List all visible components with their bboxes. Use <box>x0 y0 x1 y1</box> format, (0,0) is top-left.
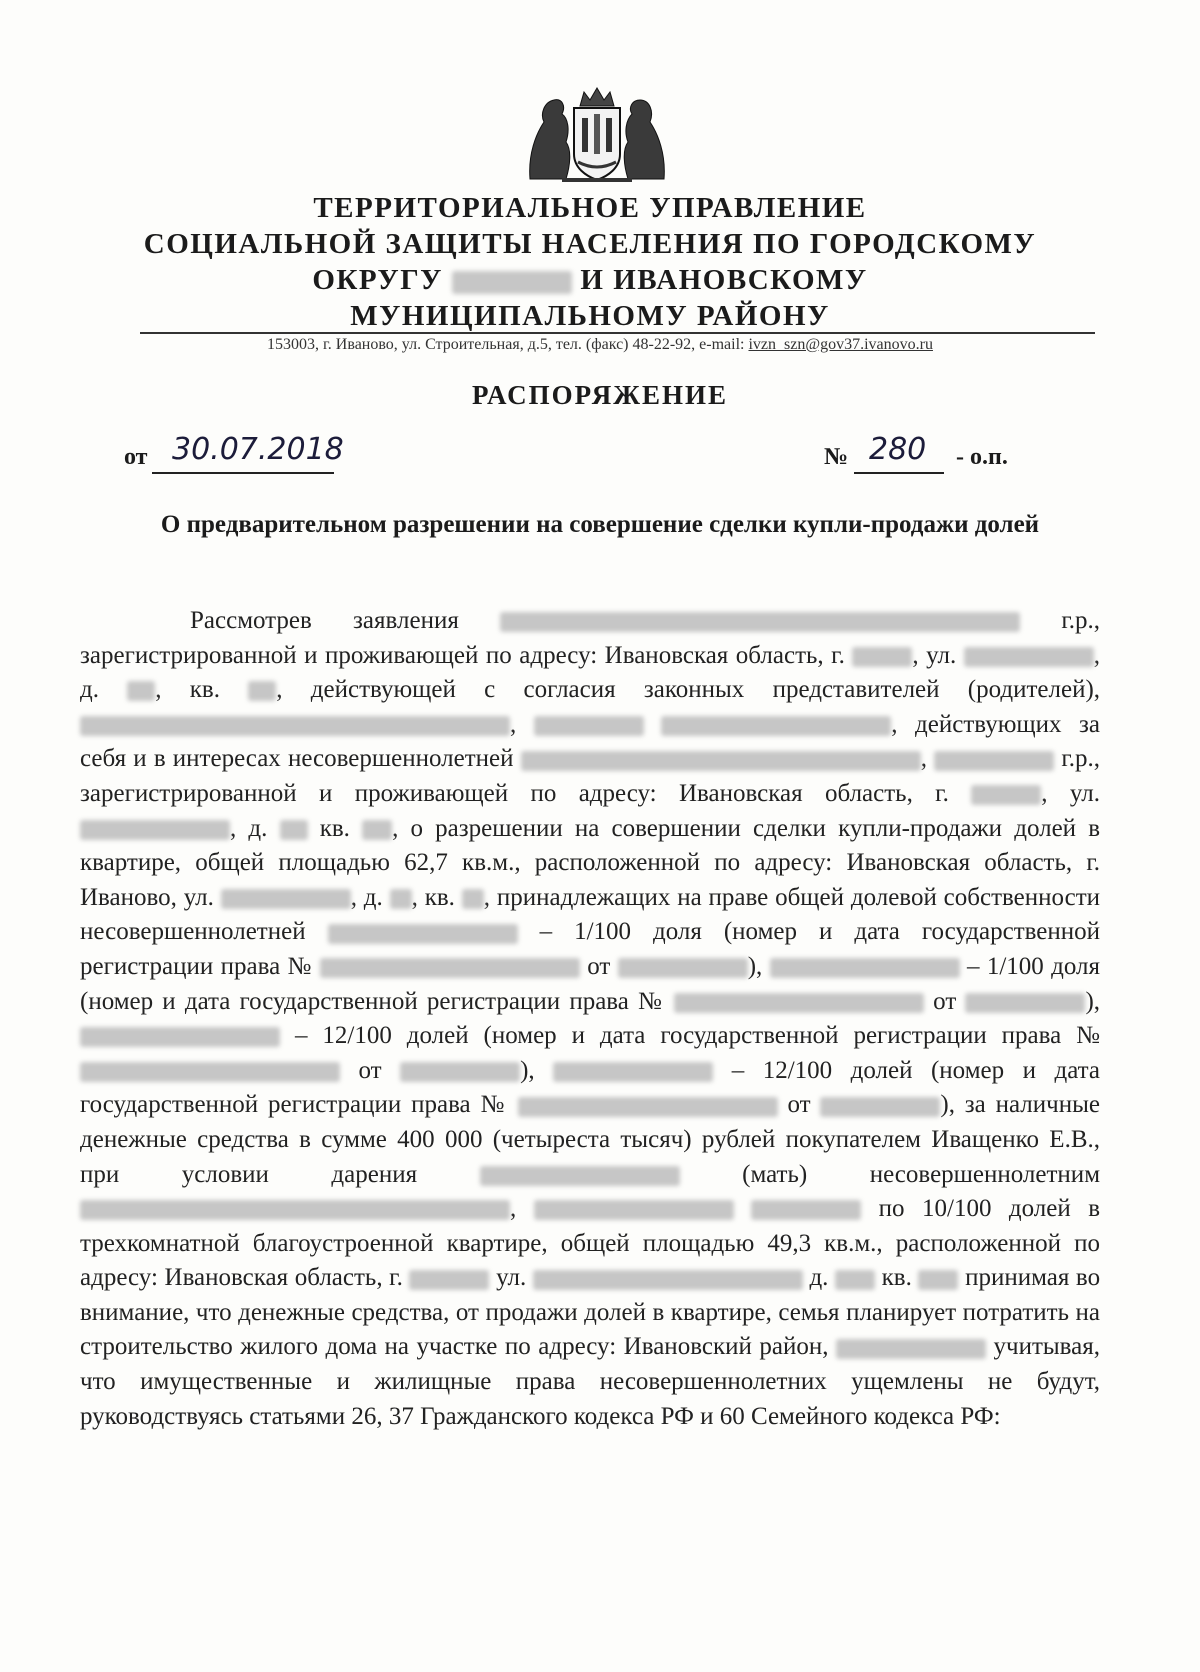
redacted-house <box>390 889 412 909</box>
number-underline <box>854 472 944 474</box>
body-text-part: кв. <box>319 814 350 842</box>
agency-address: 153003, г. Иваново, ул. Строительная, д.5, тел. (факс) 48-22-92, e-mail: <box>267 336 745 353</box>
body-text-part: – 1/100 доля (номер и дата государственной регистрации права № <box>80 918 1101 980</box>
redacted-minor-name <box>521 751 921 771</box>
body-text-part: , действующей с согласия законных представителей (родителей), <box>276 676 1101 704</box>
redacted-owner-name <box>553 1062 713 1082</box>
body-text-part: , <box>920 745 927 773</box>
body-text-part: , принадлежащих на праве общей долевой собственности несовершеннолетней <box>80 883 1101 946</box>
redacted-house <box>835 1270 875 1290</box>
body-text-part: от <box>787 1091 811 1119</box>
order-date-number-row <box>124 432 1084 478</box>
body-text-part: , д. <box>80 641 1101 704</box>
redacted-city <box>452 271 572 294</box>
body-text-part: , о разрешении на совершении сделки купли-продажи долей в квартире, общей площадью 62,7 кв.м., расположенной по адресу: Ивановская область, г. Иваново, ул. <box>80 814 1101 911</box>
document-subject: О предварительном разрешении на совершение сделки купли-продажи долей <box>160 511 1040 538</box>
body-text-part: от <box>933 987 957 1015</box>
redacted-street <box>221 889 351 909</box>
redacted-apartment <box>918 1270 958 1290</box>
agency-name-line1: ТЕРРИТОРИАЛЬНОЕ УПРАВЛЕНИЕ <box>313 192 867 224</box>
redacted-owner-name <box>328 924 518 944</box>
redacted-village <box>836 1339 986 1359</box>
body-text-part: , кв. <box>155 676 220 704</box>
body-text-part: (мать) несовершеннолетним <box>742 1160 1101 1188</box>
redacted-registration-date <box>965 993 1085 1013</box>
redacted-minor-name <box>80 1200 510 1220</box>
number-label: № <box>824 444 849 470</box>
agency-name-line2: СОЦИАЛЬНОЙ ЗАЩИТЫ НАСЕЛЕНИЯ ПО ГОРОДСКОМУ <box>143 228 1037 260</box>
agency-name-line3 <box>110 262 1070 298</box>
agency-name <box>110 190 1070 334</box>
redacted-minor-name <box>534 1200 734 1220</box>
redacted-house <box>127 681 155 701</box>
redacted-city <box>409 1270 489 1290</box>
agency-name-line4: МУНИЦИПАЛЬНОМУ РАЙОНУ <box>350 300 830 332</box>
body-text-part: г.р., зарегистрированной и проживающей по адресу: Ивановская область, г. <box>80 745 1100 807</box>
body-text-part: учитывая, что имущественные и жилищные права несовершеннолетних ущемлены не будут, руководствуясь статьями 26, 37 Гражданского кодекса РФ и 60 Семейного кодекса РФ: <box>80 1333 1100 1430</box>
document-type: РАСПОРЯЖЕНИЕ <box>471 380 729 410</box>
body-text-part: г.р., зарегистрированной и проживающей по адресу: Ивановская область, г. <box>80 607 1101 669</box>
redacted-city <box>971 785 1041 805</box>
body-text-part: Рассмотрев заявления <box>190 607 459 634</box>
body-text-part: , <box>510 710 517 738</box>
redacted-applicant-name <box>500 612 1020 632</box>
body-text-part: принимая во внимание, что денежные средства, от продажи долей в квартире, семья планирует потратить на строительство жилого дома на участке по адресу: Ивановский район, <box>80 1264 1101 1361</box>
redacted-street <box>80 820 230 840</box>
body-text-part: – 12/100 долей (номер и дата государственной регистрации права № <box>80 1056 1100 1119</box>
redacted-house <box>280 820 308 840</box>
body-text-part: , кв. <box>411 883 455 911</box>
redacted-city <box>852 647 912 667</box>
body-text-part: кв. <box>881 1264 912 1292</box>
agency-name-line3-start: ОКРУГУ <box>312 264 443 296</box>
redacted-minor-name <box>751 1200 861 1220</box>
redacted-registration-number <box>320 958 580 978</box>
date-label: от <box>124 444 148 470</box>
coat-of-arms-emblem <box>522 84 672 184</box>
redacted-owner-name <box>770 958 960 978</box>
body-text-part: – 1/100 доля (номер и дата государственной регистрации права № <box>80 952 1101 1015</box>
redacted-registration-number <box>518 1097 778 1117</box>
handwritten-number: 280 <box>869 432 927 467</box>
body-text-part: , <box>510 1195 517 1223</box>
redacted-apartment <box>362 820 392 840</box>
body-text-part: ), <box>520 1056 535 1084</box>
redacted-street <box>964 647 1094 667</box>
date-underline <box>152 472 334 474</box>
body-text-part: , действующих за себя и в интересах несовершеннолетней <box>80 710 1100 773</box>
redacted-birth-date <box>934 751 1054 771</box>
body-text-part: ), <box>1085 987 1101 1015</box>
redacted-registration-date <box>400 1062 520 1082</box>
body-text-part: от <box>587 952 611 980</box>
body-text-part: , д. <box>350 883 383 911</box>
redacted-mother-name <box>480 1166 680 1186</box>
redacted-parent-name <box>80 716 510 736</box>
agency-contact-line <box>100 334 1100 356</box>
body-text-part: ул. <box>496 1264 527 1292</box>
redacted-registration-number <box>674 993 924 1013</box>
redacted-parent-name <box>534 716 644 736</box>
handwritten-date: 30.07.2018 <box>172 432 344 467</box>
body-text-part: , д. <box>230 814 268 842</box>
agency-name-line3-end: И ИВАНОВСКОМУ <box>580 264 868 296</box>
body-text-part: д. <box>809 1264 829 1292</box>
redacted-registration-date <box>820 1097 940 1117</box>
redacted-parent-name <box>661 716 891 736</box>
redacted-apartment <box>248 681 276 701</box>
body-text-part: ), за наличные денежные средства в сумме 400 000 (четыреста тысяч) рублей покупателем Иващенко Е.В., при условии дарения <box>80 1091 1100 1188</box>
number-suffix: - о.п. <box>956 444 1008 470</box>
redacted-registration-number <box>80 1062 340 1082</box>
redacted-street <box>533 1270 803 1290</box>
body-text-part: по 10/100 долей в трехкомнатной благоустроенной квартире, общей площадью 49,3 кв.м., расположенной по адресу: Ивановская область, г. <box>80 1195 1101 1292</box>
redacted-registration-date <box>618 958 748 978</box>
body-text-part: от <box>358 1056 382 1084</box>
body-text-part: – 12/100 долей (номер и дата государственной регистрации права № <box>294 1022 1100 1050</box>
body-text-part: , ул. <box>912 641 957 669</box>
body-text-part: ), <box>747 952 763 980</box>
redacted-owner-name <box>80 1027 280 1047</box>
body-text-part: , ул. <box>1041 779 1100 807</box>
redacted-apartment <box>462 889 484 909</box>
document-body <box>80 604 1100 1434</box>
agency-email: ivzn_szn@gov37.ivanovo.ru <box>748 336 933 353</box>
